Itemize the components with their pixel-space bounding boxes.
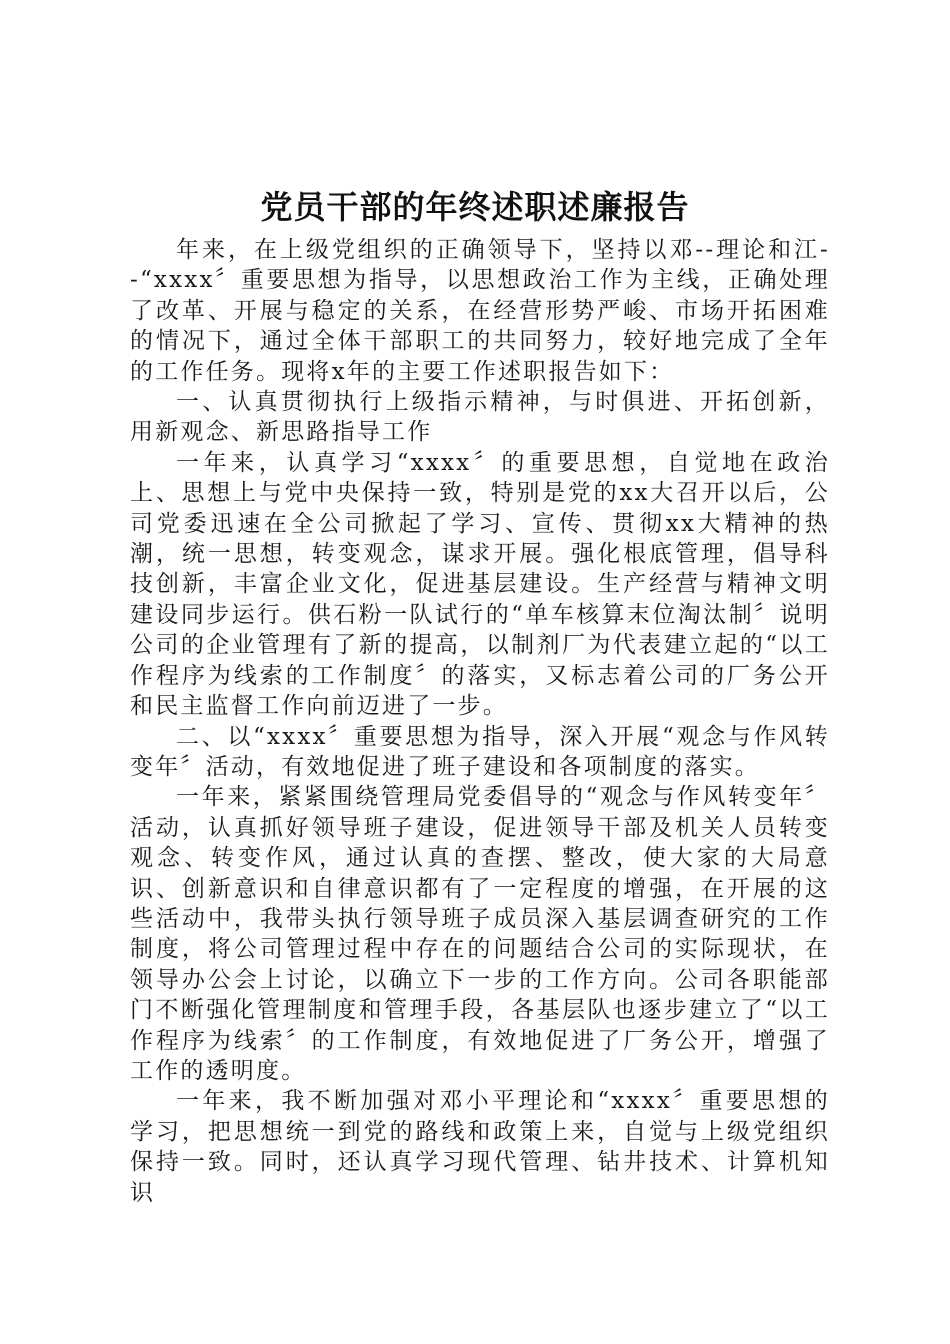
paragraph-section-1-body: 一年来，认真学习“xxxx〞的重要思想，自觉地在政治上、思想上与党中央保持一致，特别是党的xx大召开以后，公司党委迅速在全公司掀起了学习、宣传、贯彻xx大精神的热潮，统一思想，转变观念，谋求开展。强化根底管理，倡导科技创新，丰富企业文化，促进基层建设。生产经营与精神文明建设同步运行。供石粉一队试行的“单车核算末位淘汰制〞说明公司的企业管理有了新的提高，以制剂厂为代表建立起的“以工作程序为线索的工作制度〞的落实，又标志着公司的厂务公开和民主监督工作向前迈进了一步。	[130, 449, 830, 720]
paragraph-section-2-body: 一年来，紧紧围绕管理局党委倡导的“观念与作风转变年〞活动，认真抓好领导班子建设，促进领导干部及机关人员转变观念、转变作风，通过认真的查摆、整改，使大家的大局意识、创新意识和自律意识都有了一定程度的增强，在开展的这些活动中，我带头执行领导班子成员深入基层调查研究的工作制度，将公司管理过程中存在的问题结合公司的实际现状，在领导办公会上讨论，以确立下一步的工作方向。公司各职能部门不断强化管理制度和管理手段，各基层队也逐步建立了“以工作程序为线索〞的工作制度，有效地促进了厂务公开，增强了工作的透明度。	[130, 784, 830, 1084]
document-body	[130, 235, 830, 1208]
paragraph-section-2-study: 一年来，我不断加强对邓小平理论和“xxxx〞重要思想的学习，把思想统一到党的路线和政策上来，自觉与上级党组织保持一致。同时，还认真学习现代管理、钻井技术、计算机知识	[130, 1088, 830, 1206]
paragraph-section-2-heading: 二、以“xxxx〞重要思想为指导，深入开展“观念与作风转变年〞活动，有效地促进了班子建设和各项制度的落实。	[130, 723, 830, 780]
paragraph-intro: 年来，在上级党组织的正确领导下，坚持以邓--理论和江--“xxxx〞重要思想为指导，以思想政治工作为主线，正确处理了改革、开展与稳定的关系，在经营形势严峻、市场开拓困难的情况下，通过全体干部职工的共同努力，较好地完成了全年的工作任务。现将x年的主要工作述职报告如下：	[130, 237, 830, 385]
paragraph-section-1-heading: 一、认真贯彻执行上级指示精神，与时俱进、开拓创新，用新观念、新思路指导工作	[130, 389, 830, 446]
document-title: 党员干部的年终述职述廉报告	[260, 188, 690, 226]
